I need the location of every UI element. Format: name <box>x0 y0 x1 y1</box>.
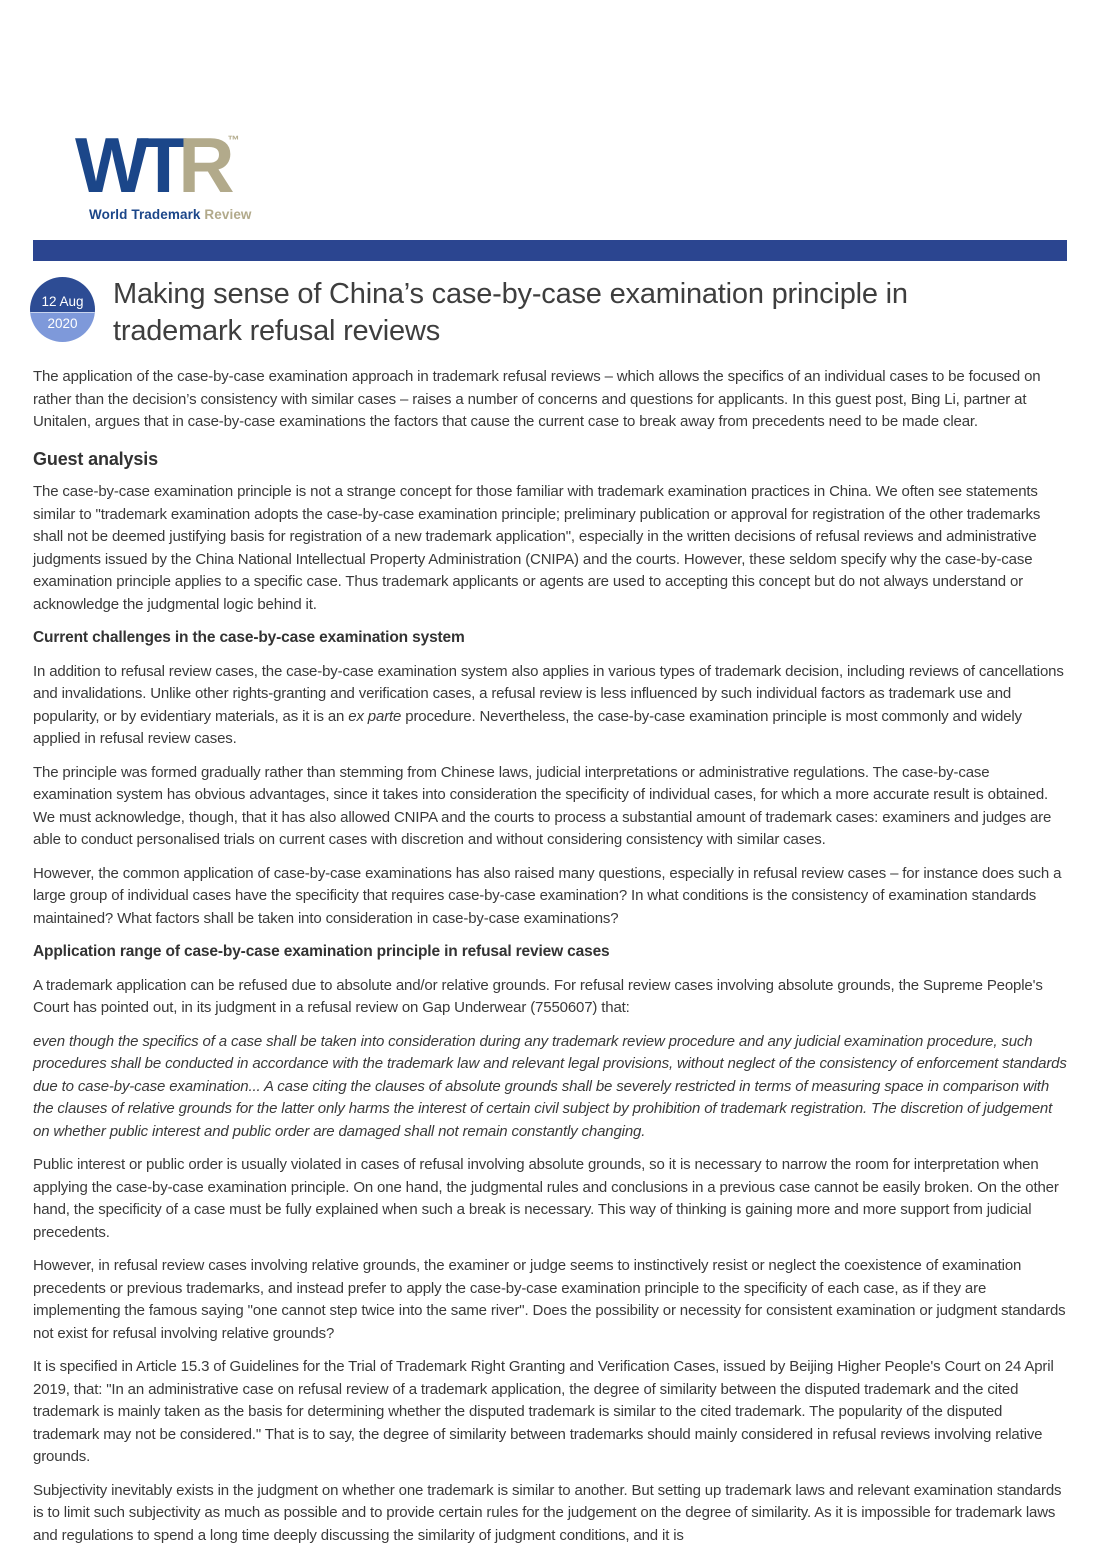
text-run: However, the common application of case-by-case examinations has also raised many questions, especially in refusal review cases – for instance does such a large group of individual cases have the specificity that requires case-by-case examination? In what conditions is the consistency of examination standards maintained? What factors shall be taken into consideration in case-by-case examinations? <box>33 864 1062 927</box>
article-paragraph <box>33 863 1067 931</box>
trademark-symbol-icon: ™ <box>227 133 240 147</box>
section-heading <box>33 627 1067 650</box>
article-paragraph <box>33 661 1067 751</box>
text-run: Public interest or public order is usually violated in cases of refusal involving absolute grounds, so it is necessary to narrow the room for interpretation when applying the case-by-case examination principle. On one hand, the judgmental rules and conclusions in a previous case cannot be easily broken. On the other hand, the specificity of a case must be fully explained when such a break is necessary. This way of thinking is gaining more and more support from judicial precedents. <box>33 1156 1059 1241</box>
article-quote <box>33 1031 1067 1144</box>
article-paragraph <box>33 762 1067 852</box>
text-run: It is specified in Article 15.3 of Guidelines for the Trial of Trademark Right Granting and Verification Cases, issued by Beijing Higher People's Court on 24 April 2019, that: "In an administrative case on refusal review of a trademark application, the degree of similarity between the disputed trademark and the cited trademark is mainly taken as the basis for determining whether the disputed trademark is similar to the cited trademark. The popularity of the disputed trademark may not be considered." That is to say, the degree of similarity between trademarks should mainly considered in refusal reviews involving relative grounds. <box>33 1358 1054 1465</box>
text-run: A trademark application can be refused due to absolute and/or relative grounds. For refusal review cases involving absolute grounds, the Supreme People's Court has pointed out, in its judgment in a refusal review on Gap Underwear (7550607) that: <box>33 976 1043 1016</box>
navy-divider-bar <box>33 240 1067 261</box>
article-body <box>33 366 1067 1555</box>
wtr-logo-wt: WT <box>75 121 179 209</box>
section-heading <box>33 448 1067 471</box>
section-heading <box>33 941 1067 964</box>
text-run: Subjectivity inevitably exists in the judgment on whether one trademark is similar to another. But setting up trademark laws and relevant examination standards is to limit such subjectivity as much as possible and to provide certain rules for the judgement on the degree of similarity. As it is impossible for trademark laws and regulations to spend a long time deeply discussing the similarity of judgment conditions, and it is <box>33 1481 1062 1544</box>
article-paragraph <box>33 1480 1067 1548</box>
article-paragraph <box>33 481 1067 616</box>
article-paragraph <box>33 975 1067 1020</box>
text-run: In addition to refusal review cases, the case-by-case examination system also applies in various types of trademark decision, including reviews of cancellations and invalidations. Unlike other rights-granting and verification cases, a refusal review is less influenced by such individual factors as trademark use and popularity, or by evidentiary materials, as it is an <box>33 662 1064 725</box>
date-badge-year: 2020 <box>30 313 95 342</box>
wtr-logo[interactable] <box>75 100 275 222</box>
text-run: The application of the case-by-case examination approach in trademark refusal reviews – which allows the specifics of an individual cases to be focused on rather than the decision’s consistency with similar cases – raises a number of concerns and questions for applicants. In this guest post, Bing Li, partner at Unitalen, argues that in case-by-case examinations the factors that cause the current case to break away from precedents need to be made clear. <box>33 368 1041 430</box>
text-run: However, in refusal review cases involving relative grounds, the examiner or judge seems to instinctively resist or neglect the coexistence of examination precedents or previous trademarks, and instead prefer to apply the case-by-case examination principle to the specificity of each case, as if they are implementing the famous saying "one cannot step twice into the same river". Does the possibility or necessity for consistent examination or judgment standards not exist for refusal involving relative grounds? <box>33 1257 1066 1342</box>
article-paragraph <box>33 366 1067 434</box>
wtr-tagline-primary: World Trademark <box>89 207 201 222</box>
text-run: procedure. Nevertheless, the case-by-case examination principle is most commonly and widely applied in refusal review cases. <box>33 707 1022 747</box>
wtr-tagline-secondary: Review <box>200 207 252 222</box>
italic-text-run: ex parte <box>348 707 402 725</box>
text-run: Guest analysis <box>33 448 158 469</box>
text-run: Current challenges in the case-by-case examination system <box>33 629 465 646</box>
wtr-logo-letters <box>75 100 275 209</box>
article-paragraph <box>33 1154 1067 1244</box>
text-run: The case-by-case examination principle is not a strange concept for those familiar with trademark examination practices in China. We often see statements similar to "trademark examination adopts the case-by-case examination principle; preliminary publication or approval for registration of the other trademarks shall not be deemed justifying basis for registration of a new trademark application", especially in the written decisions of refusal reviews and administrative judgments issued by the China National Intellectual Property Administration (CNIPA) and the courts. However, these seldom specify why the case-by-case examination principle applies to a specific case. Thus trademark applicants or agents are used to accepting this concept but do not always understand or acknowledge the judgmental logic behind it. <box>33 483 1041 613</box>
date-badge-day-month: 12 Aug <box>30 277 95 313</box>
wtr-logo-r: R <box>178 121 226 209</box>
page-title: Making sense of China’s case-by-case examination principle in trademark refusal reviews <box>113 278 908 347</box>
wtr-logo-tagline <box>89 207 275 222</box>
text-run: The principle was formed gradually rather than stemming from Chinese laws, judicial interpretations or administrative regulations. The case-by-case examination system has obvious advantages, since it takes into consideration the specificity of individual cases, for which a more accurate result is obtained. We must acknowledge, though, that it has also allowed CNIPA and the courts to process a substantial amount of trademark cases: examiners and judges are able to conduct personalised trials on current cases with discretion and without considering consistency with similar cases. <box>33 763 1052 848</box>
article-paragraph <box>33 1356 1067 1469</box>
article-paragraph <box>33 1255 1067 1345</box>
date-badge <box>30 277 95 342</box>
text-run: even though the specifics of a case shall be taken into consideration during any trademark review procedure and any judicial examination procedure, such procedures shall be conducted in accordance with the trademark law and relevant legal provisions, without neglect of the consistency of enforcement standards due to case-by-case examination... A case citing the clauses of absolute grounds shall be severely restricted in terms of measuring space in comparison with the clauses of relative grounds for the latter only harms the interest of certain civil subject by prohibition of trademark registration. The discretion of judgement on whether public interest and public order are damaged shall not remain constantly changing. <box>33 1032 1067 1140</box>
text-run: Application range of case-by-case examination principle in refusal review cases <box>33 943 610 960</box>
